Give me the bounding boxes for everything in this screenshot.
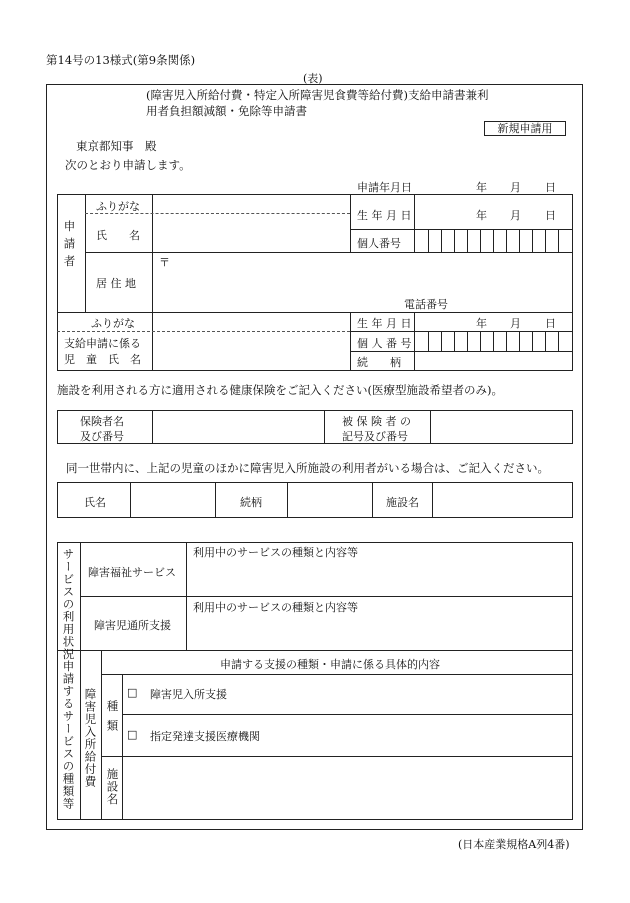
kind-label: 種類 <box>105 700 120 739</box>
applicant-side-label: 申請者 <box>62 220 77 273</box>
child-dob-month: 月 <box>510 317 521 330</box>
day-support-label: 障害児通所支援 <box>94 619 171 632</box>
application-date-label: 申請年月日 <box>357 181 412 194</box>
household-note: 同一世帯内に、上記の児童のほかに障害児入所施設の利用者がいる場合は、ご記入ください。 <box>66 461 549 475</box>
child-dob-year: 年 <box>476 317 487 330</box>
applicant-dob-month: 月 <box>510 209 521 222</box>
child-personal-no-label: 個 人 番 号 <box>357 337 412 350</box>
welfare-content-label: 利用中のサービスの種類と内容等 <box>193 546 358 559</box>
applicant-dob-label: 生 年 月 日 <box>357 209 412 222</box>
option-2-label: 指定発達支援医療機関 <box>150 730 260 743</box>
child-dob-label: 生 年 月 日 <box>357 317 412 330</box>
household-facility-label: 施設名 <box>386 496 419 509</box>
request-side-label: 申請するサービスの種類等 <box>61 660 76 810</box>
applicant-dob-year: 年 <box>476 209 487 222</box>
request-header: 申請する支援の種類・申請に係る具体的内容 <box>220 658 440 671</box>
child-name-label-line2: 児 童 氏 名 <box>64 353 141 366</box>
option-2-checkbox[interactable]: □ <box>127 728 138 741</box>
form-title-line1: (障害児入所給付費・特定入所障害児食費等給付費)支給申請書兼利 <box>146 88 489 102</box>
applicant-personal-no-label: 個人番号 <box>357 237 401 250</box>
day-support-content-label: 利用中のサービスの種類と内容等 <box>193 601 358 614</box>
option-1-label: 障害児入所支援 <box>150 688 227 701</box>
form-title-line2: 用者負担額減額・免除等申請書 <box>146 104 307 118</box>
household-relation-label: 続柄 <box>240 496 262 509</box>
child-furigana-label: ふりがな <box>91 317 135 330</box>
new-application-badge: 新規申請用 <box>484 121 566 136</box>
insurer-label-line2: 及び番号 <box>80 430 124 443</box>
applicant-address-label: 居 住 地 <box>96 277 136 290</box>
service-table <box>57 542 573 820</box>
child-relation-label: 続 柄 <box>357 356 401 369</box>
applicant-furigana-label: ふりがな <box>96 200 140 213</box>
applicant-name-label: 氏 名 <box>96 229 140 242</box>
postal-mark: 〒 <box>159 256 170 269</box>
service-status-side-label: サービスの利用状況 <box>61 548 76 661</box>
applicant-dob-day: 日 <box>545 209 556 222</box>
footer-note: (日本産業規格A列4番) <box>458 838 570 851</box>
insured-label-line2: 記号及び番号 <box>342 430 408 443</box>
benefit-label: 障害児入所給付費 <box>83 688 98 788</box>
welfare-service-label: 障害福祉サービス <box>88 566 176 579</box>
date-day: 日 <box>545 181 556 194</box>
form-number: 第14号の13様式(第9条関係) <box>46 53 196 67</box>
intro-text: 次のとおり申請します。 <box>65 158 191 172</box>
child-name-label-line1: 支給申請に係る <box>64 337 141 350</box>
household-name-label: 氏名 <box>84 496 106 509</box>
side-label: (表) <box>303 72 323 85</box>
insured-label-line1: 被 保 険 者 の <box>342 415 411 428</box>
insurer-label-line1: 保険者名 <box>80 415 124 428</box>
child-dob-day: 日 <box>545 317 556 330</box>
date-year: 年 <box>476 181 487 194</box>
addressee: 東京都知事 殿 <box>76 139 157 153</box>
phone-label: 電話番号 <box>404 298 448 311</box>
option-1-checkbox[interactable]: □ <box>127 686 138 699</box>
facility-name-label: 施設名 <box>105 768 120 806</box>
date-month: 月 <box>510 181 521 194</box>
insurance-table <box>57 410 573 444</box>
insurance-note: 施設を利用される方に適用される健康保険をご記入ください(医療型施設希望者のみ)。 <box>57 383 503 397</box>
household-table <box>57 482 573 518</box>
